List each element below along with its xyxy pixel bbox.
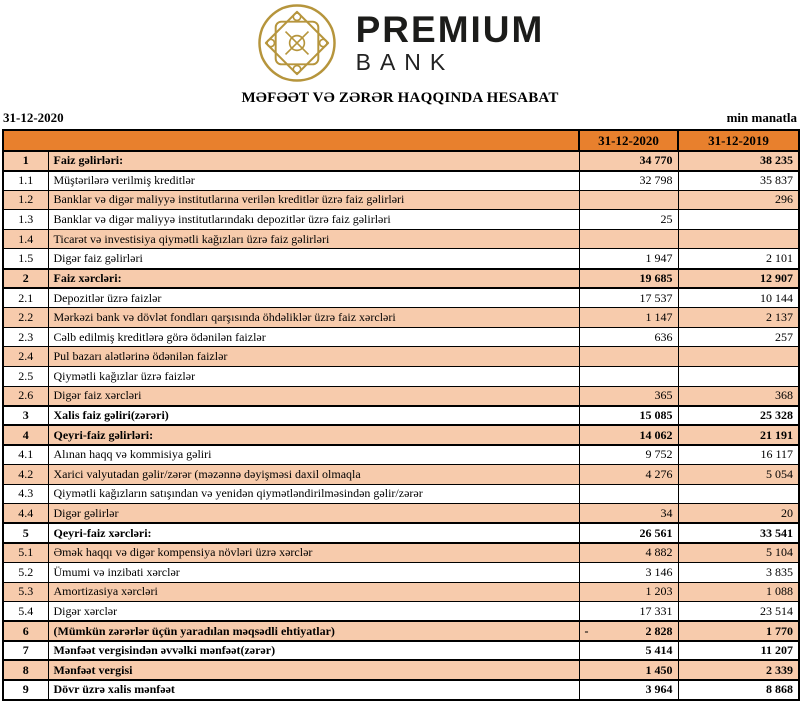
value-2019: 5 104 <box>678 543 799 563</box>
row-number: 2 <box>3 269 48 289</box>
row-label: Alınan haqq və kommisiya gəliri <box>48 445 579 465</box>
table-row <box>3 543 799 563</box>
row-label: Banklar və digər maliyyə institutlarına verilən kreditlər üzrə faiz gəlirləri <box>48 190 579 210</box>
table-row <box>3 680 799 700</box>
value-2019: 38 235 <box>678 151 799 171</box>
row-label: Faiz gəlirləri: <box>48 151 579 171</box>
table-body <box>3 151 799 700</box>
row-label: Digər xərclər <box>48 602 579 622</box>
row-number: 5.4 <box>3 602 48 622</box>
table-row <box>3 190 799 210</box>
row-number: 2.5 <box>3 367 48 387</box>
row-label: Xalis faiz gəliri(zərəri) <box>48 406 579 426</box>
table-row <box>3 171 799 191</box>
value-2020: 32 798 <box>579 171 678 191</box>
row-number: 2.1 <box>3 288 48 308</box>
value-2020: 1 450 <box>579 660 678 680</box>
row-label: Digər gəlirlər <box>48 504 579 524</box>
table-row <box>3 386 799 406</box>
value-2020: 4 882 <box>579 543 678 563</box>
report-meta <box>0 110 800 125</box>
profit-loss-table <box>2 129 800 701</box>
value-2020 <box>579 367 678 387</box>
value-2020: 15 085 <box>579 406 678 426</box>
row-number: 1.4 <box>3 229 48 249</box>
row-label: Cəlb edilmiş kreditlərə görə ödənilən faizlər <box>48 327 579 347</box>
value-2020: 9 752 <box>579 445 678 465</box>
value-2020: 1 203 <box>579 582 678 602</box>
value-2019: 11 207 <box>678 641 799 661</box>
value-2020 <box>579 229 678 249</box>
row-number: 5 <box>3 523 48 543</box>
value-2019: 12 907 <box>678 269 799 289</box>
row-label: Banklar və digər maliyyə institutlarındakı depozitlər üzrə faiz gəlirləri <box>48 210 579 230</box>
row-number: 6 <box>3 621 48 641</box>
row-number: 5.1 <box>3 543 48 563</box>
row-number: 5.3 <box>3 582 48 602</box>
row-label: Xarici valyutadan gəlir/zərər (məzənnə dəyişməsi daxil olmaqla <box>48 465 579 485</box>
table-row <box>3 347 799 367</box>
table-row <box>3 269 799 289</box>
row-label: Müştərilərə verilmiş kreditlər <box>48 171 579 191</box>
row-label: Mənfəət vergisindən əvvəlki mənfəət(zərər) <box>48 641 579 661</box>
row-label: Qeyri-faiz xərcləri: <box>48 523 579 543</box>
table-wrapper <box>2 129 798 701</box>
value-2019: 1 088 <box>678 582 799 602</box>
table-row <box>3 602 799 622</box>
table-row <box>3 425 799 445</box>
header-col-2019: 31-12-2019 <box>678 130 799 151</box>
value-2020 <box>579 190 678 210</box>
bank-logo <box>0 0 800 84</box>
value-2019: 368 <box>678 386 799 406</box>
row-label: Dövr üzrə xalis mənfəət <box>48 680 579 700</box>
row-number: 9 <box>3 680 48 700</box>
row-label: Amortizasiya xərcləri <box>48 582 579 602</box>
table-row <box>3 465 799 485</box>
row-number: 2.3 <box>3 327 48 347</box>
endless-knot-icon <box>256 2 338 84</box>
row-label: Mənfəət vergisi <box>48 660 579 680</box>
value-2019: 16 117 <box>678 445 799 465</box>
table-row <box>3 406 799 426</box>
value-2020: 3 964 <box>579 680 678 700</box>
row-number: 4.3 <box>3 484 48 504</box>
value-2020 <box>579 484 678 504</box>
table-row <box>3 621 799 641</box>
value-2019: 2 137 <box>678 308 799 328</box>
value-2020: 34 770 <box>579 151 678 171</box>
row-number: 2.4 <box>3 347 48 367</box>
value-2020: 5 414 <box>579 641 678 661</box>
row-number: 4.1 <box>3 445 48 465</box>
row-label: Ümumi və inzibati xərclər <box>48 562 579 582</box>
value-2020: 17 331 <box>579 602 678 622</box>
row-label: Mərkəzi bank və dövlət fondları qarşısında öhdəliklər üzrə faiz xərcləri <box>48 308 579 328</box>
value-2019 <box>678 347 799 367</box>
value-2019: 2 101 <box>678 249 799 269</box>
row-label: Pul bazarı alətlərinə ödənilən faizlər <box>48 347 579 367</box>
brand-name-bank: BANK <box>355 49 455 75</box>
brand-name-premium: PREMIUM <box>355 9 545 50</box>
value-2019: 20 <box>678 504 799 524</box>
value-2020: 4 276 <box>579 465 678 485</box>
table-row <box>3 288 799 308</box>
row-number: 1.3 <box>3 210 48 230</box>
row-label: Digər faiz gəlirləri <box>48 249 579 269</box>
value-2019 <box>678 484 799 504</box>
value-2020: 636 <box>579 327 678 347</box>
row-label: Depozitlər üzrə faizlər <box>48 288 579 308</box>
value-2019 <box>678 367 799 387</box>
value-2019 <box>678 229 799 249</box>
value-2020: 14 062 <box>579 425 678 445</box>
value-2019: 5 054 <box>678 465 799 485</box>
row-number: 4 <box>3 425 48 445</box>
report-date: 31-12-2020 <box>3 110 64 125</box>
table-row <box>3 210 799 230</box>
value-2020: - 2 828 <box>579 621 678 641</box>
value-2019: 8 868 <box>678 680 799 700</box>
value-2019: 2 339 <box>678 660 799 680</box>
value-2020: 26 561 <box>579 523 678 543</box>
value-2019: 10 144 <box>678 288 799 308</box>
value-2019: 3 835 <box>678 562 799 582</box>
value-2020: 3 146 <box>579 562 678 582</box>
value-2019 <box>678 210 799 230</box>
value-2019: 23 514 <box>678 602 799 622</box>
table-row <box>3 523 799 543</box>
row-number: 5.2 <box>3 562 48 582</box>
row-number: 4.4 <box>3 504 48 524</box>
header-empty-cell <box>3 130 579 151</box>
value-2019: 257 <box>678 327 799 347</box>
row-number: 3 <box>3 406 48 426</box>
value-2019: 33 541 <box>678 523 799 543</box>
table-row <box>3 151 799 171</box>
table-header-row <box>3 130 799 151</box>
row-number: 2.2 <box>3 308 48 328</box>
row-number: 1.5 <box>3 249 48 269</box>
table-row <box>3 660 799 680</box>
value-2019: 35 837 <box>678 171 799 191</box>
value-2020: 34 <box>579 504 678 524</box>
row-number: 1 <box>3 151 48 171</box>
report-title: MƏFƏƏT VƏ ZƏRƏR HAQQINDA HESABAT <box>241 90 559 106</box>
row-label: Qiymətli kağızların satışından və yenidən qiymətləndirilməsindən gəlir/zərər <box>48 484 579 504</box>
table-row <box>3 367 799 387</box>
row-number: 4.2 <box>3 465 48 485</box>
value-2020: 19 685 <box>579 269 678 289</box>
value-2020: 25 <box>579 210 678 230</box>
table-row <box>3 327 799 347</box>
row-label: Faiz xərcləri: <box>48 269 579 289</box>
value-2020: 17 537 <box>579 288 678 308</box>
value-2020 <box>579 347 678 367</box>
table-row <box>3 484 799 504</box>
row-number: 8 <box>3 660 48 680</box>
row-label: Qiymətli kağızlar üzrə faizlər <box>48 367 579 387</box>
table-row <box>3 445 799 465</box>
value-2020: 365 <box>579 386 678 406</box>
table-row <box>3 229 799 249</box>
value-2019: 1 770 <box>678 621 799 641</box>
value-2020: 1 947 <box>579 249 678 269</box>
row-label: Digər faiz xərcləri <box>48 386 579 406</box>
table-row <box>3 249 799 269</box>
table-row <box>3 641 799 661</box>
table-row <box>3 562 799 582</box>
row-label: Qeyri-faiz gəlirləri: <box>48 425 579 445</box>
unit-label: min manatla <box>726 110 797 125</box>
row-label: Əmək haqqı və digər kompensiya növləri üzrə xərclər <box>48 543 579 563</box>
value-2019: 25 328 <box>678 406 799 426</box>
row-number: 1.2 <box>3 190 48 210</box>
brand-text <box>356 11 545 75</box>
row-label: (Mümkün zərərlər üçün yaradılan məqsədli ehtiyatlar) <box>48 621 579 641</box>
value-2020: 1 147 <box>579 308 678 328</box>
row-label: Ticarət və investisiya qiymətli kağızları üzrə faiz gəlirləri <box>48 229 579 249</box>
value-2019: 21 191 <box>678 425 799 445</box>
table-row <box>3 582 799 602</box>
row-number: 1.1 <box>3 171 48 191</box>
header-col-2020: 31-12-2020 <box>579 130 678 151</box>
row-number: 7 <box>3 641 48 661</box>
table-row <box>3 308 799 328</box>
value-2019: 296 <box>678 190 799 210</box>
row-number: 2.6 <box>3 386 48 406</box>
table-row <box>3 504 799 524</box>
